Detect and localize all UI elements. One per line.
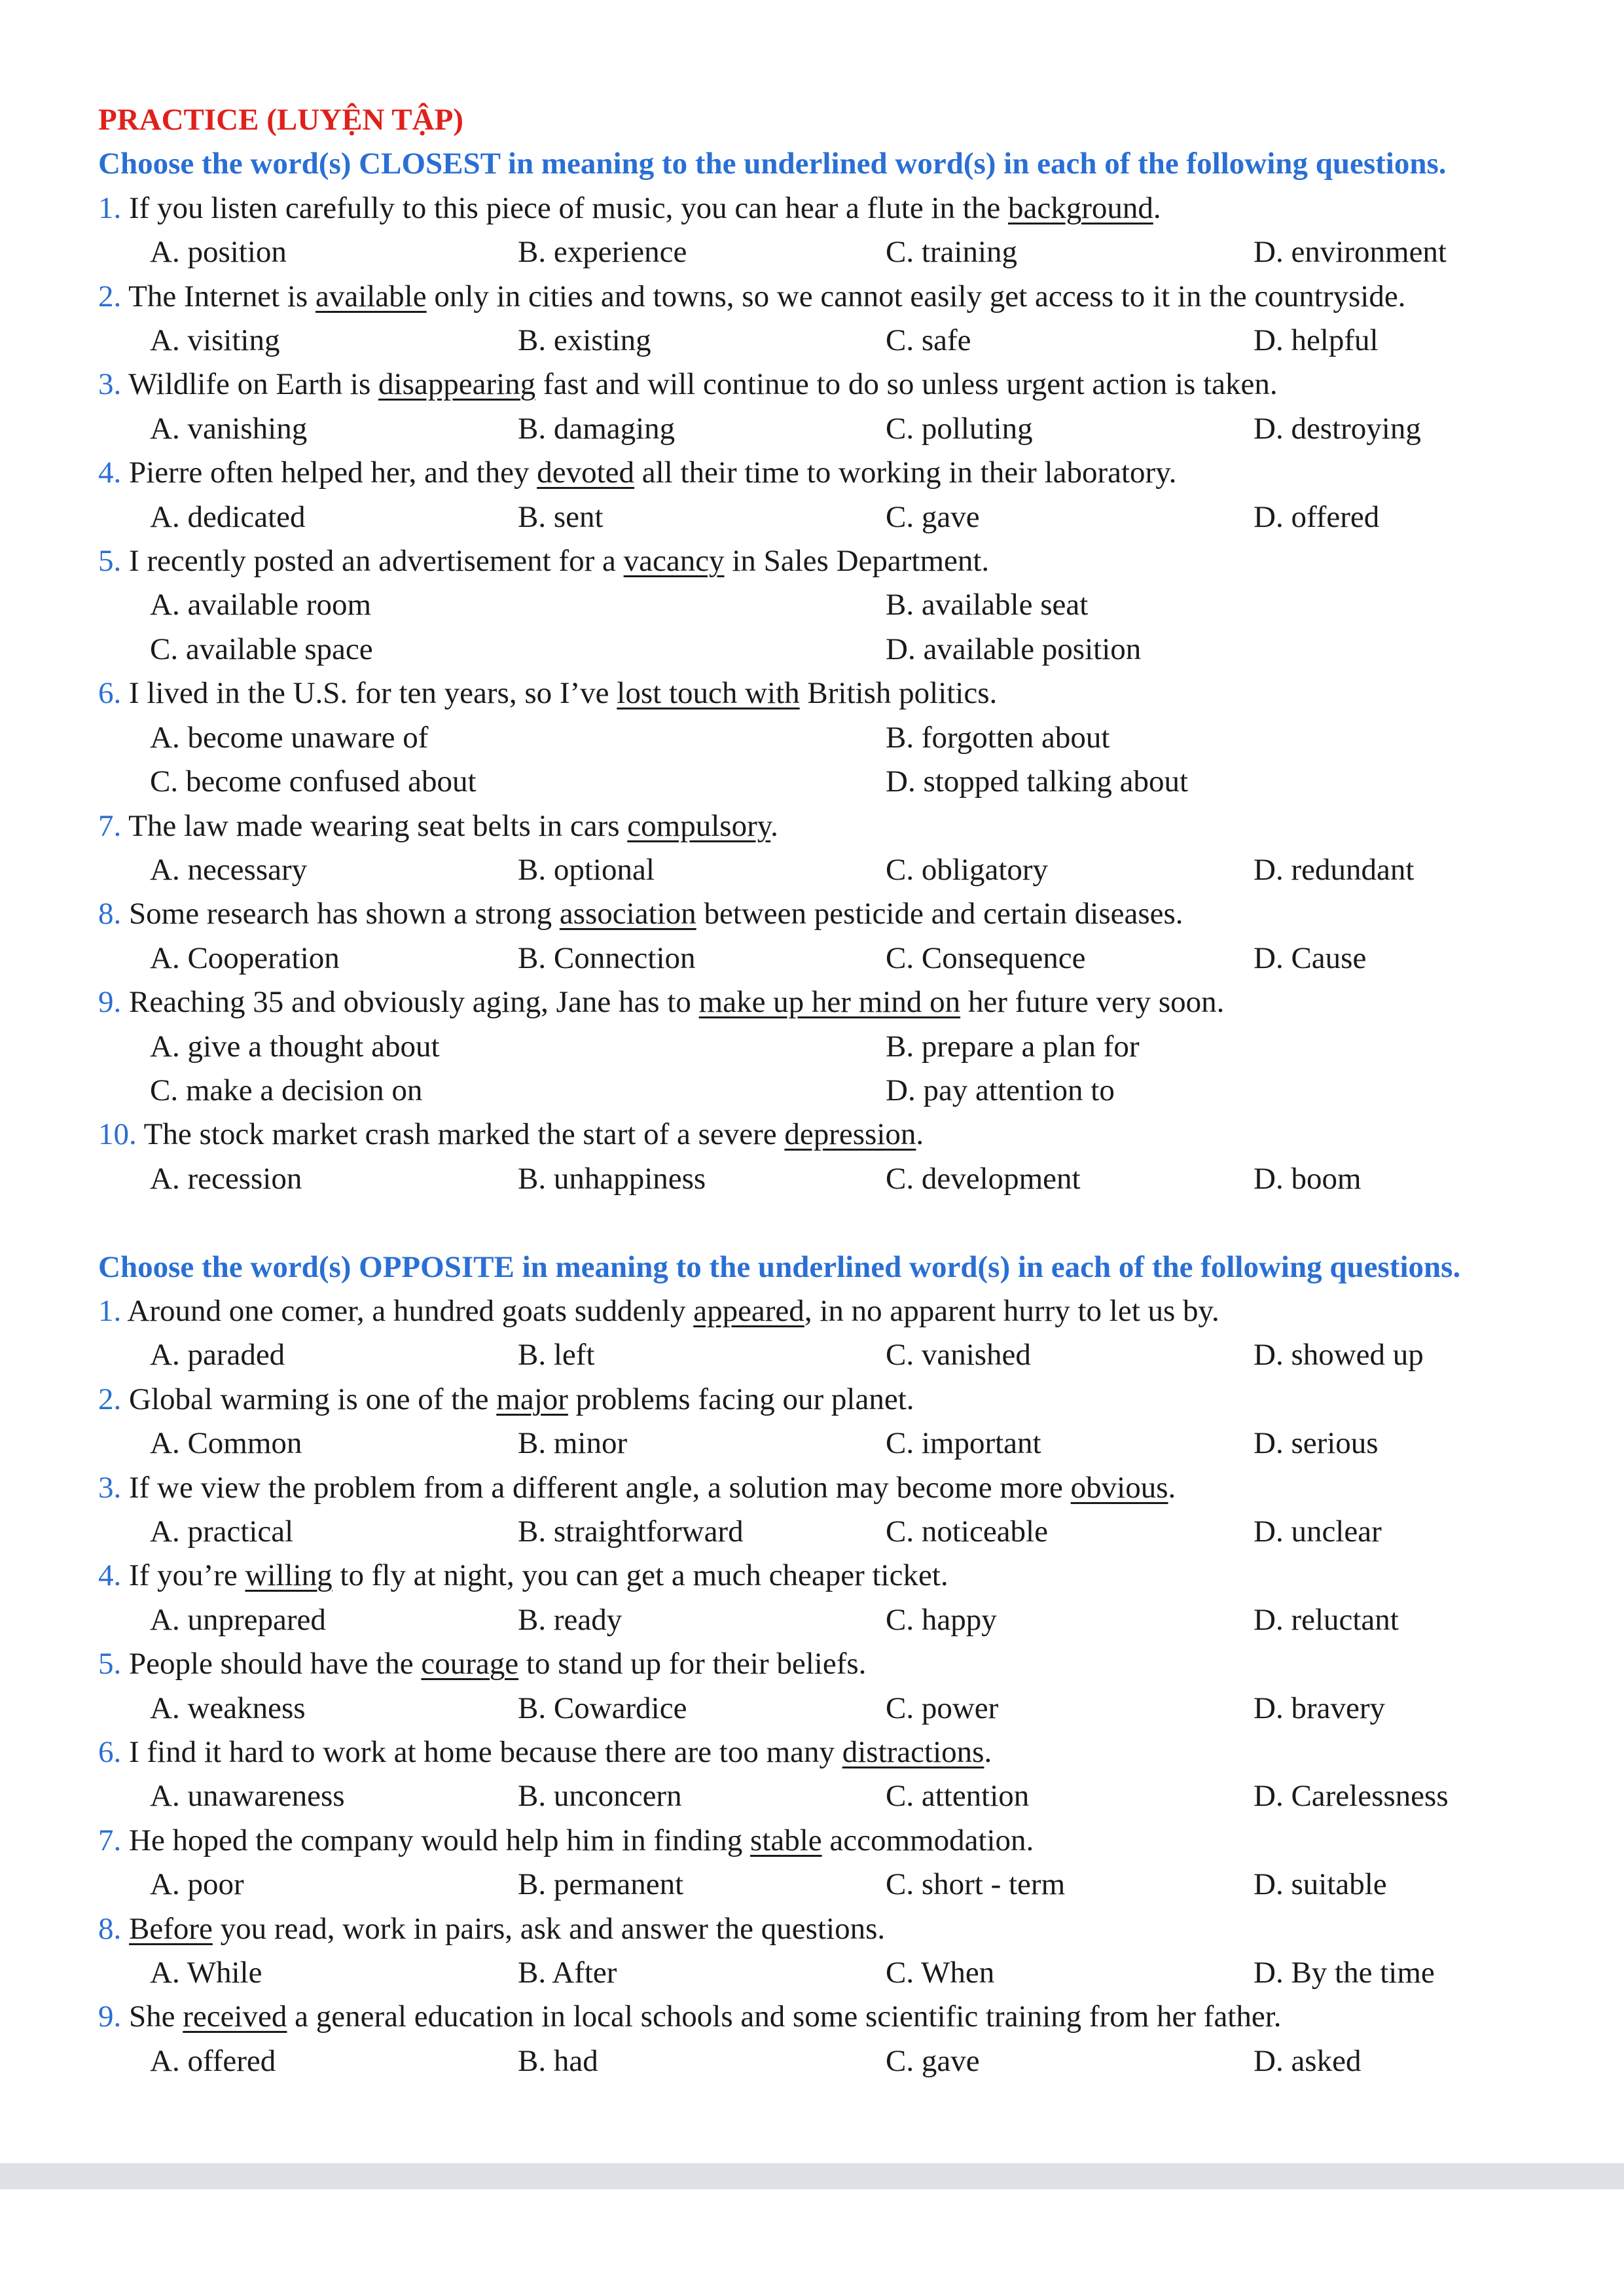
- answer-option[interactable]: B. Cowardice: [518, 1691, 687, 1725]
- answer-option[interactable]: C. available space: [150, 632, 373, 666]
- question-stem: [98, 275, 1512, 319]
- question-stem: [98, 1466, 1512, 1510]
- answer-option[interactable]: B. available seat: [886, 588, 1089, 622]
- question-text: .: [916, 1117, 924, 1152]
- question-number: 8.: [98, 897, 122, 931]
- question-text: .: [1168, 1470, 1176, 1505]
- question-text: .: [1153, 190, 1161, 225]
- answer-option[interactable]: C. safe: [886, 323, 971, 358]
- answer-option[interactable]: D. available position: [886, 632, 1142, 666]
- answer-option[interactable]: A. dedicated: [150, 499, 306, 534]
- answer-option[interactable]: C. training: [886, 235, 1018, 270]
- underlined-word: association: [559, 897, 696, 931]
- question-text: Global warming is one of the: [121, 1382, 497, 1416]
- question-text: If you listen carefully to this piece of music, you can hear a flute in the: [121, 190, 1008, 225]
- answer-option[interactable]: A. Common: [150, 1426, 302, 1461]
- question-stem: [98, 1995, 1512, 2039]
- answer-option[interactable]: B. had: [518, 2043, 598, 2078]
- underlined-word: depression: [784, 1117, 916, 1152]
- question-stem: [98, 1819, 1512, 1863]
- answer-option[interactable]: B. existing: [518, 323, 651, 358]
- question-text: If we view the problem from a different angle, a solution may become more: [121, 1470, 1071, 1505]
- question-text: I lived in the U.S. for ten years, so I’ve: [121, 676, 617, 711]
- underlined-word: willing: [245, 1558, 333, 1593]
- answer-options: [98, 407, 1512, 451]
- section-instruction: Choose the word(s) OPPOSITE in meaning to the underlined word(s) in each of the following questions.: [98, 1249, 1461, 1284]
- answer-option[interactable]: B. unhappiness: [518, 1161, 706, 1196]
- question-stem: [98, 363, 1512, 406]
- underlined-word: received: [183, 2000, 287, 2034]
- underlined-word: background: [1007, 190, 1153, 225]
- answer-option[interactable]: A. unprepared: [150, 1602, 326, 1637]
- question-text: Reaching 35 and obviously aging, Jane has to: [121, 985, 699, 1020]
- answer-option[interactable]: B. minor: [518, 1426, 628, 1461]
- answer-option[interactable]: D. stopped talking about: [886, 764, 1189, 799]
- answer-option[interactable]: C. vanished: [886, 1338, 1031, 1372]
- answer-options: [98, 1951, 1512, 1995]
- question-stem: [98, 1554, 1512, 1598]
- answer-option[interactable]: B. forgotten about: [886, 720, 1110, 755]
- answer-options: [98, 1025, 1512, 1113]
- question-text: her future very soon.: [960, 985, 1225, 1020]
- question-stem: [98, 1642, 1512, 1686]
- answer-option[interactable]: A. recession: [150, 1161, 302, 1196]
- question-number: 3.: [98, 1470, 122, 1505]
- question-stem: [98, 980, 1512, 1024]
- underlined-word: devoted: [537, 456, 635, 490]
- answer-option[interactable]: D. redundant: [1254, 852, 1415, 887]
- answer-option[interactable]: D. By the time: [1254, 1956, 1435, 1990]
- answer-option[interactable]: C. happy: [886, 1602, 997, 1637]
- answer-option[interactable]: A. position: [150, 235, 287, 270]
- question-text: If you’re: [121, 1558, 245, 1593]
- answer-options: [98, 1774, 1512, 1818]
- section-spacer: [98, 1201, 1512, 1245]
- question-text: She: [121, 2000, 183, 2034]
- underlined-word: lost touch with: [617, 676, 800, 711]
- section-instruction: Choose the word(s) CLOSEST in meaning to the underlined word(s) in each of the following questions.: [98, 147, 1447, 181]
- answer-option[interactable]: B. unconcern: [518, 1779, 682, 1814]
- question-number: 6.: [98, 676, 122, 711]
- question-number: 8.: [98, 1911, 122, 1946]
- answer-option[interactable]: B. ready: [518, 1602, 623, 1637]
- question-text: fast and will continue to do so unless urgent action is taken.: [535, 367, 1278, 402]
- question-number: 1.: [98, 1293, 122, 1328]
- underlined-word: compulsory: [627, 808, 771, 843]
- answer-option[interactable]: A. become unaware of: [150, 720, 429, 755]
- question-stem: [98, 187, 1512, 230]
- answer-options: [98, 319, 1512, 363]
- question-number: 7.: [98, 808, 122, 843]
- answer-options: [98, 583, 1512, 672]
- answer-options: [98, 230, 1512, 274]
- question-text: I recently posted an advertisement for a: [121, 544, 624, 579]
- question-stem: [98, 1378, 1512, 1422]
- question-text: a general education in local schools and some scientific training from her father.: [287, 2000, 1282, 2034]
- answer-option[interactable]: C. power: [886, 1691, 999, 1725]
- question-number: 5.: [98, 544, 122, 579]
- answer-option[interactable]: A. Cooperation: [150, 941, 340, 975]
- answer-option[interactable]: C. make a decision on: [150, 1073, 423, 1107]
- question-text: He hoped the company would help him in finding: [121, 1823, 750, 1857]
- question-text: People should have the: [121, 1647, 422, 1681]
- answer-options: [98, 1333, 1512, 1377]
- answer-options: [98, 1598, 1512, 1642]
- question-text: .: [984, 1735, 992, 1770]
- answer-option[interactable]: D. Carelessness: [1254, 1779, 1449, 1814]
- answer-option[interactable]: D. serious: [1254, 1426, 1379, 1461]
- answer-option[interactable]: B. damaging: [518, 411, 676, 446]
- answer-option[interactable]: D. helpful: [1254, 323, 1379, 358]
- question-number: 7.: [98, 1823, 122, 1857]
- question-text: you read, work in pairs, ask and answer the questions.: [212, 1911, 886, 1946]
- answer-option[interactable]: C. polluting: [886, 411, 1033, 446]
- answer-option[interactable]: D. pay attention to: [886, 1073, 1115, 1107]
- underlined-word: disappearing: [378, 367, 536, 402]
- page-title: PRACTICE (LUYỆN TẬP): [98, 103, 463, 137]
- answer-option[interactable]: D. environment: [1254, 235, 1447, 270]
- underlined-word: major: [496, 1382, 568, 1416]
- question-stem: [98, 672, 1512, 715]
- question-number: 9.: [98, 2000, 122, 2034]
- question-text: .: [770, 808, 778, 843]
- answer-option[interactable]: D. reluctant: [1254, 1602, 1399, 1637]
- question-number: 5.: [98, 1647, 122, 1681]
- answer-option[interactable]: D. unclear: [1254, 1514, 1382, 1549]
- answer-options: [98, 1687, 1512, 1731]
- question-text: , in no apparent hurry to let us by.: [804, 1293, 1219, 1328]
- answer-option[interactable]: B. After: [518, 1956, 617, 1990]
- answer-option[interactable]: A. paraded: [150, 1338, 285, 1372]
- underlined-word: obvious: [1070, 1470, 1168, 1505]
- answer-option[interactable]: A. visiting: [150, 323, 280, 358]
- question-number: 9.: [98, 985, 122, 1020]
- answer-option[interactable]: A. While: [150, 1956, 262, 1990]
- question-stem: [98, 892, 1512, 936]
- answer-options: [98, 2039, 1512, 2083]
- answer-option[interactable]: A. weakness: [150, 1691, 306, 1725]
- answer-option[interactable]: D. suitable: [1254, 1867, 1387, 1902]
- answer-option[interactable]: A. practical: [150, 1514, 294, 1549]
- question-text: Pierre often helped her, and they: [121, 456, 537, 490]
- underlined-word: Before: [129, 1911, 213, 1946]
- answer-option[interactable]: B. experience: [518, 235, 687, 270]
- answer-option[interactable]: C. important: [886, 1426, 1041, 1461]
- answer-option[interactable]: B. prepare a plan for: [886, 1029, 1140, 1064]
- answer-option[interactable]: B. optional: [518, 852, 655, 887]
- answer-option[interactable]: A. poor: [150, 1867, 244, 1902]
- question-stem: [98, 1731, 1512, 1774]
- question-text: in Sales Department.: [724, 544, 990, 579]
- answer-option[interactable]: D. bravery: [1254, 1691, 1385, 1725]
- question-text: [121, 1912, 129, 1946]
- answer-option[interactable]: C. gave: [886, 2043, 980, 2078]
- question-number: 10.: [98, 1117, 137, 1152]
- answer-option[interactable]: A. vanishing: [150, 411, 308, 446]
- question-text: Around one comer, a hundred goats suddenly: [121, 1293, 694, 1328]
- question-text: problems facing our planet.: [568, 1382, 914, 1416]
- question-text: only in cities and towns, so we cannot easily get access to it in the countryside.: [426, 279, 1406, 314]
- underlined-word: appeared: [693, 1293, 804, 1328]
- question-stem: [98, 539, 1512, 583]
- answer-option[interactable]: D. offered: [1254, 499, 1380, 534]
- answer-option[interactable]: B. left: [518, 1338, 595, 1372]
- answer-option[interactable]: A. unawareness: [150, 1779, 345, 1814]
- answer-option[interactable]: C. noticeable: [886, 1514, 1048, 1549]
- answer-option[interactable]: C. obligatory: [886, 852, 1049, 887]
- next-page: [0, 2189, 1624, 2296]
- answer-options: [98, 1510, 1512, 1554]
- question-number: 4.: [98, 1558, 122, 1593]
- answer-options: [98, 716, 1512, 804]
- answer-option[interactable]: A. necessary: [150, 852, 308, 887]
- answer-option[interactable]: D. asked: [1254, 2043, 1362, 2078]
- question-stem: [98, 804, 1512, 848]
- answer-option[interactable]: D. boom: [1254, 1161, 1362, 1196]
- answer-option[interactable]: C. short - term: [886, 1867, 1066, 1902]
- answer-options: [98, 848, 1512, 892]
- underlined-word: available: [315, 279, 427, 314]
- answer-option[interactable]: A. offered: [150, 2043, 276, 2078]
- answer-option[interactable]: C. Consequence: [886, 941, 1086, 975]
- question-number: 3.: [98, 367, 122, 402]
- underlined-word: distractions: [842, 1735, 984, 1770]
- page-content: [98, 98, 1512, 2083]
- question-text: I find it hard to work at home because there are too many: [121, 1735, 842, 1770]
- question-text: The Internet is: [121, 279, 316, 314]
- answer-option[interactable]: C. development: [886, 1161, 1081, 1196]
- answer-option[interactable]: C. become confused about: [150, 764, 477, 799]
- underlined-word: stable: [749, 1823, 822, 1857]
- question-text: Some research has shown a strong: [121, 897, 560, 931]
- question-text: accommodation.: [821, 1823, 1034, 1857]
- page-gap: [0, 2163, 1624, 2189]
- answer-options: [98, 937, 1512, 980]
- question-text: The law made wearing seat belts in cars: [121, 808, 628, 843]
- question-text: British politics.: [799, 676, 998, 711]
- answer-option[interactable]: B. sent: [518, 499, 604, 534]
- answer-option[interactable]: C. gave: [886, 499, 980, 534]
- question-text: all their time to working in their laboratory.: [634, 456, 1177, 490]
- question-stem: [98, 1907, 1512, 1951]
- question-number: 4.: [98, 456, 122, 490]
- answer-option[interactable]: A. available room: [150, 588, 372, 622]
- answer-option[interactable]: B. straightforward: [518, 1514, 744, 1549]
- underlined-word: make up her mind on: [698, 985, 961, 1020]
- question-text: between pesticide and certain diseases.: [696, 897, 1183, 931]
- answer-options: [98, 1157, 1512, 1201]
- answer-option[interactable]: C. attention: [886, 1779, 1030, 1814]
- answer-options: [98, 1863, 1512, 1907]
- question-text: to fly at night, you can get a much cheaper ticket.: [332, 1558, 948, 1593]
- answer-option[interactable]: B. Connection: [518, 941, 696, 975]
- answer-option[interactable]: A. give a thought about: [150, 1029, 440, 1064]
- answer-option[interactable]: B. permanent: [518, 1867, 684, 1902]
- question-number: 2.: [98, 1382, 122, 1416]
- answer-option[interactable]: C. When: [886, 1956, 995, 1990]
- question-number: 1.: [98, 190, 122, 225]
- answer-options: [98, 495, 1512, 539]
- answer-option[interactable]: D. destroying: [1254, 411, 1421, 446]
- answer-option[interactable]: D. showed up: [1254, 1338, 1424, 1372]
- question-number: 2.: [98, 279, 122, 314]
- answer-option[interactable]: D. Cause: [1254, 941, 1367, 975]
- question-text: Wildlife on Earth is: [121, 367, 379, 402]
- question-stem: [98, 1289, 1512, 1333]
- question-number: 6.: [98, 1735, 122, 1770]
- question-text: The stock market crash marked the start of a severe: [136, 1117, 785, 1152]
- underlined-word: vacancy: [623, 544, 725, 579]
- underlined-word: courage: [421, 1647, 519, 1681]
- answer-options: [98, 1422, 1512, 1465]
- question-stem: [98, 1113, 1512, 1157]
- question-stem: [98, 451, 1512, 495]
- question-text: to stand up for their beliefs.: [518, 1647, 867, 1681]
